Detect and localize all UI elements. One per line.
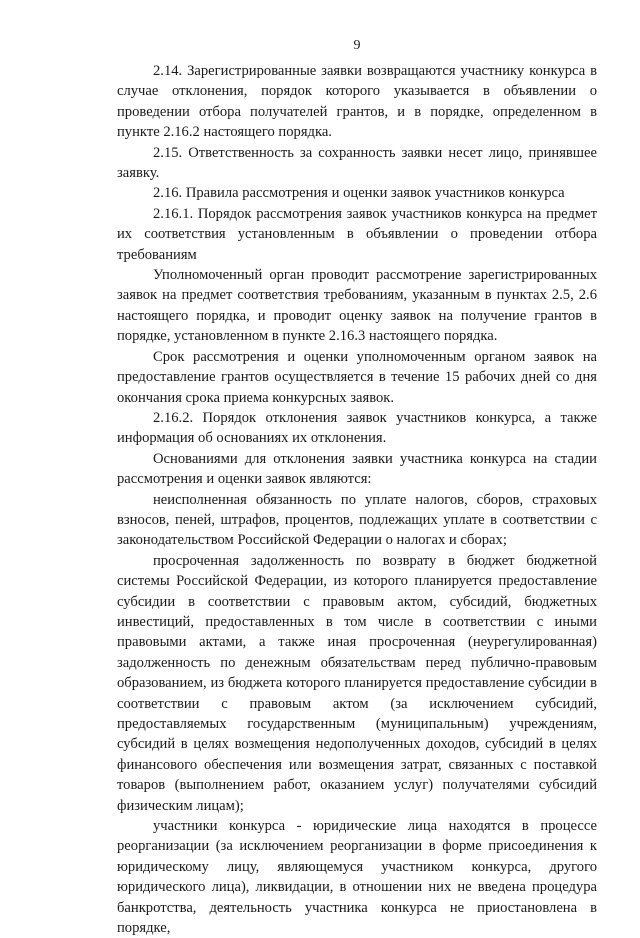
paragraph-2-14: 2.14. Зарегистрированные заявки возвращаются участнику конкурса в случае отклонения, порядок которого указывается в объявлении о проведении отбора получателей грантов, и в порядке, определенном в пункте 2.16.2 настоящего порядка. (117, 63, 597, 141)
paragraph-review-procedure: Уполномоченный орган проводит рассмотрение зарегистрированных заявок на предмет соответствия требованиям, указанным в пунктах 2.5, 2.6 настоящего порядка, и проводит оценку заявок на получение грантов в порядке, установленном в пункте 2.16.3 настоящего порядка. (117, 267, 597, 345)
paragraph-2-15: 2.15. Ответственность за сохранность заявки несет лицо, принявшее заявку. (117, 144, 597, 182)
paragraph-tax-obligation: неисполненная обязанность по уплате налогов, сборов, страховых взносов, пеней, штрафов, процентов, подлежащих уплате в соответствии с законодательством Российской Федерации о налогах и сборах; (117, 491, 597, 549)
paragraph-rejection-grounds: Основаниями для отклонения заявки участника конкурса на стадии рассмотрения и оценки заявок являются: (117, 450, 597, 488)
paragraph-2-16-2: 2.16.2. Порядок отклонения заявок участников конкурса, а также информация об основаниях их отклонения. (117, 409, 597, 447)
paragraph-review-term: Срок рассмотрения и оценки уполномоченным органом заявок на предоставление грантов осуществляется в течение 15 рабочих дней со дня окончания срока приема конкурсных заявок. (117, 348, 597, 406)
paragraph-2-16-1: 2.16.1. Порядок рассмотрения заявок участников конкурса на предмет их соответствия установленным в объявлении о проведении отбора требованиям (117, 205, 597, 263)
paragraph-reorganization: участники конкурса - юридические лица находятся в процессе реорганизации (за исключением реорганизации в форме присоединения к юридическому лицу, являющемуся участником конкурса, другого юридического лица), ликвидации, в отношении них не введена процедура банкротства, деятельность участника конкурса не приостановлена в порядке, (117, 818, 597, 937)
paragraph-2-16-heading: 2.16. Правила рассмотрения и оценки заявок участников конкурса (153, 185, 565, 202)
paragraph-overdue-debt: просроченная задолженность по возврату в бюджет бюджетной системы Российской Федерации, из которого планируется предоставление субсидии в соответствии с правовым актом, субсидий, бюджетных инвестиций, предоставленных в том числе в соответствии с иными правовыми актами, а также иная просроченная (неурегулированная) задолженность по денежным обязательствам перед публично-правовым образованием, из бюджета которого планируется предоставление субсидии в соответствии с правовым актом (за исключением субсидий, предоставляемых государственным (муниципальным) учреждениям, субсидий в целях возмещения недополученных доходов, субсидий в целях финансового обеспечения или возмещения затрат, связанных с поставкой товаров (выполнением работ, оказанием услуг) получателями субсидий физическим лицам); (117, 552, 597, 814)
page-number: 9 (353, 38, 361, 53)
